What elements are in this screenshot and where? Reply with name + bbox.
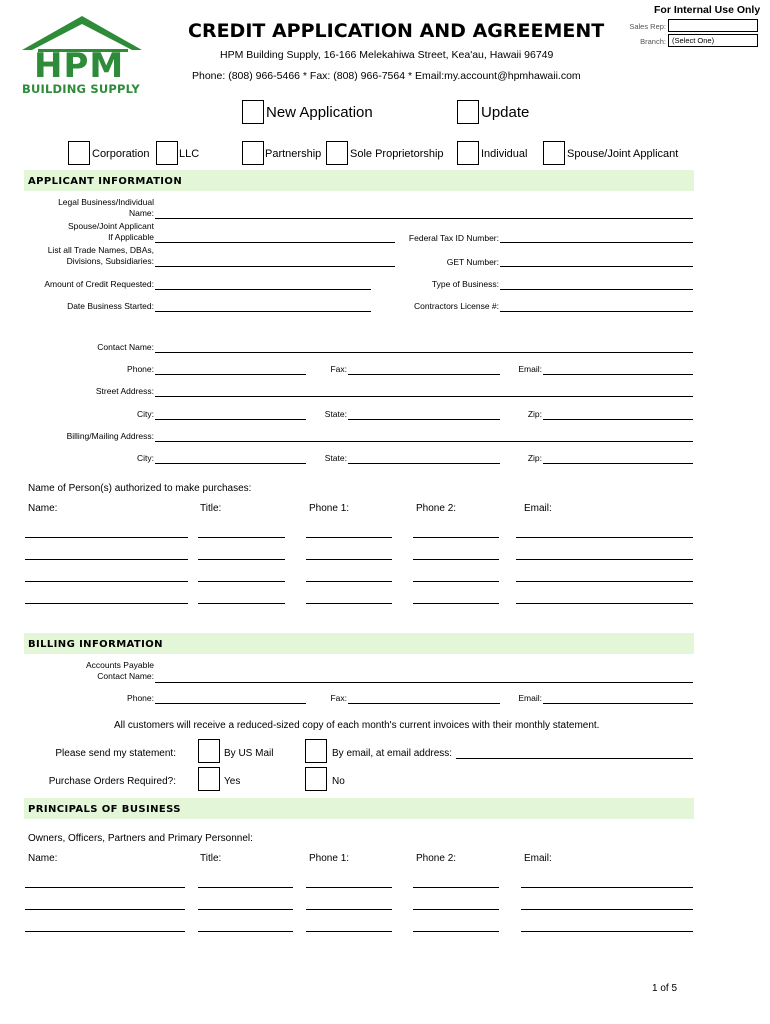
po-no-checkbox[interactable]	[305, 767, 327, 791]
applicant-section-title: APPLICANT INFORMATION	[28, 176, 183, 187]
billing-phone-input[interactable]	[155, 703, 306, 704]
po-required-label: Purchase Orders Required?:	[48, 776, 176, 787]
get-number-input[interactable]	[500, 266, 693, 267]
sales-rep-label: Sales Rep:	[629, 22, 666, 31]
billing-zip-input[interactable]	[543, 463, 693, 464]
credit-requested-input[interactable]	[155, 289, 371, 290]
authorized-row-3-email-input[interactable]	[516, 581, 693, 582]
principal-row-2-title-input[interactable]	[198, 909, 293, 910]
company-address: HPM Building Supply, 16-166 Melekahiwa Street, Kea'au, Hawaii 96749	[220, 49, 554, 61]
sole-proprietorship-label: Sole Proprietorship	[350, 148, 444, 160]
authorized-col-title: Title:	[200, 503, 222, 514]
authorized-row-3-phone2-input[interactable]	[413, 581, 499, 582]
update-checkbox[interactable]	[457, 100, 479, 124]
authorized-row-2-email-input[interactable]	[516, 559, 693, 560]
authorized-row-1-phone1-input[interactable]	[306, 537, 392, 538]
contact-name-label: Contact Name:	[97, 342, 154, 352]
billing-phone-label: Phone:	[127, 693, 154, 703]
statement-notice: All customers will receive a reduced-sized copy of each month's current invoices with their monthly statement.	[114, 720, 600, 731]
type-business-input[interactable]	[500, 289, 693, 290]
spouse-input[interactable]	[155, 242, 395, 243]
authorized-row-1-email-input[interactable]	[516, 537, 693, 538]
authorized-row-2-phone1-input[interactable]	[306, 559, 392, 560]
billing-fax-label: Fax:	[330, 693, 347, 703]
street-address-input[interactable]	[155, 396, 693, 397]
date-started-input[interactable]	[155, 311, 371, 312]
po-yes-label: Yes	[224, 776, 241, 787]
principals-col-phone1: Phone 1:	[309, 853, 350, 864]
trade-names-input[interactable]	[155, 266, 395, 267]
trade-names-label-1: List all Trade Names, DBAs,	[47, 245, 154, 255]
billing-fax-input[interactable]	[348, 703, 500, 704]
contact-email-input[interactable]	[543, 374, 693, 375]
federal-tax-input[interactable]	[500, 242, 693, 243]
principals-col-phone2: Phone 2:	[416, 853, 457, 864]
principal-row-2-email-input[interactable]	[521, 909, 693, 910]
individual-checkbox[interactable]	[457, 141, 479, 165]
authorized-row-4-email-input[interactable]	[516, 603, 693, 604]
principals-col-name: Name:	[28, 853, 58, 864]
billing-address-input[interactable]	[155, 441, 693, 442]
principal-row-1-name-input[interactable]	[25, 887, 185, 888]
contact-phone-input[interactable]	[155, 374, 306, 375]
principals-section-header	[24, 798, 694, 819]
contact-phone-label: Phone:	[127, 364, 154, 374]
billing-address-label: Billing/Mailing Address:	[66, 431, 154, 441]
type-business-label: Type of Business:	[431, 279, 499, 289]
by-mail-label: By US Mail	[224, 748, 274, 759]
page-number: 1 of 5	[652, 983, 678, 994]
date-started-label: Date Business Started:	[67, 301, 154, 311]
by-email-checkbox[interactable]	[305, 739, 327, 763]
llc-checkbox[interactable]	[156, 141, 178, 165]
new-application-label: New Application	[266, 104, 373, 121]
billing-city-input[interactable]	[155, 463, 306, 464]
contractors-license-label: Contractors License #:	[413, 301, 499, 311]
partnership-checkbox[interactable]	[242, 141, 264, 165]
contact-fax-input[interactable]	[348, 374, 500, 375]
principals-title: Owners, Officers, Partners and Primary Personnel:	[28, 833, 253, 844]
state-label: State:	[324, 409, 347, 419]
billing-section-header	[24, 633, 694, 654]
authorized-row-4-phone1-input[interactable]	[306, 603, 392, 604]
authorized-row-4-phone2-input[interactable]	[413, 603, 499, 604]
principals-section-title: PRINCIPALS OF BUSINESS	[28, 804, 181, 815]
authorized-col-name: Name:	[28, 503, 58, 514]
billing-section-title: BILLING INFORMATION	[28, 639, 163, 650]
principal-row-3-email-input[interactable]	[521, 931, 693, 932]
po-no-label: No	[332, 776, 345, 787]
update-label: Update	[481, 104, 530, 121]
authorized-row-3-title-input[interactable]	[198, 581, 285, 582]
applicant-section-header	[24, 170, 694, 191]
principal-row-3-title-input[interactable]	[198, 931, 293, 932]
spouse-joint-label: Spouse/Joint Applicant	[567, 148, 679, 160]
authorized-row-1-name-input[interactable]	[25, 537, 188, 538]
authorized-row-3-name-input[interactable]	[25, 581, 188, 582]
ap-contact-label-1: Accounts Payable	[85, 660, 154, 670]
principal-row-1-phone2-input[interactable]	[413, 887, 499, 888]
billing-zip-label: Zip:	[527, 453, 542, 463]
statement-email-input[interactable]	[456, 758, 693, 759]
authorized-row-2-name-input[interactable]	[25, 559, 188, 560]
billing-email-input[interactable]	[543, 703, 693, 704]
authorized-col-phone1: Phone 1:	[309, 503, 350, 514]
billing-state-label: State:	[324, 453, 347, 463]
city-label: City:	[137, 409, 154, 419]
corporation-checkbox[interactable]	[68, 141, 90, 165]
authorized-persons-title: Name of Person(s) authorized to make purchases:	[28, 483, 252, 494]
branch-select[interactable]: (Select One)	[668, 34, 758, 47]
authorized-row-2-title-input[interactable]	[198, 559, 285, 560]
partnership-label: Partnership	[265, 148, 322, 160]
authorized-row-1-phone2-input[interactable]	[413, 537, 499, 538]
authorized-col-email: Email:	[524, 503, 552, 514]
contact-fax-label: Fax:	[330, 364, 347, 374]
legal-name-label-2: Name:	[128, 208, 154, 218]
principals-col-email: Email:	[524, 853, 552, 864]
legal-name-input[interactable]	[155, 218, 693, 219]
spouse-label-1: Spouse/Joint Applicant	[67, 221, 154, 231]
street-address-label: Street Address:	[95, 386, 154, 396]
llc-label: LLC	[179, 148, 200, 160]
state-input[interactable]	[348, 419, 500, 420]
logo-subtext: BUILDING SUPPLY	[22, 82, 140, 96]
city-input[interactable]	[155, 419, 306, 420]
principal-row-2-phone2-input[interactable]	[413, 909, 499, 910]
branch-label: Branch:	[640, 37, 666, 46]
page-title: CREDIT APPLICATION AND AGREEMENT	[188, 20, 605, 42]
get-number-label: GET Number:	[446, 257, 499, 267]
authorized-row-4-name-input[interactable]	[25, 603, 188, 604]
principal-row-3-phone2-input[interactable]	[413, 931, 499, 932]
authorized-row-1-title-input[interactable]	[198, 537, 285, 538]
contractors-license-input[interactable]	[500, 311, 693, 312]
authorized-row-4-title-input[interactable]	[198, 603, 285, 604]
credit-requested-label: Amount of Credit Requested:	[44, 279, 154, 289]
billing-state-input[interactable]	[348, 463, 500, 464]
federal-tax-label: Federal Tax ID Number:	[408, 233, 499, 243]
trade-names-label-2: Divisions, Subsidiaries:	[66, 256, 154, 266]
zip-label: Zip:	[527, 409, 542, 419]
billing-email-label: Email:	[518, 693, 542, 703]
spouse-label-2: If Applicable	[108, 232, 154, 242]
sales-rep-input[interactable]	[668, 19, 758, 32]
corporation-label: Corporation	[92, 148, 150, 160]
by-mail-checkbox[interactable]	[198, 739, 220, 763]
contact-name-input[interactable]	[155, 352, 693, 353]
sole-proprietorship-checkbox[interactable]	[326, 141, 348, 165]
billing-city-label: City:	[137, 453, 154, 463]
principal-row-2-phone1-input[interactable]	[306, 909, 392, 910]
authorized-col-phone2: Phone 2:	[416, 503, 457, 514]
ap-contact-label-2: Contact Name:	[97, 671, 154, 681]
company-contact: Phone: (808) 966-5466 * Fax: (808) 966-7564 * Email:my.account@hpmhawaii.com	[192, 70, 581, 82]
po-yes-checkbox[interactable]	[198, 767, 220, 791]
individual-label: Individual	[481, 148, 528, 160]
contact-email-label: Email:	[518, 364, 542, 374]
principals-col-title: Title:	[200, 853, 222, 864]
principal-row-1-email-input[interactable]	[521, 887, 693, 888]
principal-row-1-title-input[interactable]	[198, 887, 293, 888]
spouse-joint-checkbox[interactable]	[543, 141, 565, 165]
logo-text: HPM	[34, 46, 125, 86]
principal-row-2-name-input[interactable]	[25, 909, 185, 910]
legal-name-label-1: Legal Business/Individual	[58, 197, 154, 207]
authorized-row-3-phone1-input[interactable]	[306, 581, 392, 582]
principal-row-1-phone1-input[interactable]	[306, 887, 392, 888]
new-application-checkbox[interactable]	[242, 100, 264, 124]
send-statement-label: Please send my statement:	[55, 748, 176, 759]
hpm-logo	[20, 14, 144, 96]
zip-input[interactable]	[543, 419, 693, 420]
by-email-label: By email, at email address:	[332, 748, 453, 759]
ap-contact-input[interactable]	[155, 682, 693, 683]
principal-row-3-phone1-input[interactable]	[306, 931, 392, 932]
authorized-row-2-phone2-input[interactable]	[413, 559, 499, 560]
internal-use-label: For Internal Use Only	[654, 4, 761, 16]
principal-row-3-name-input[interactable]	[25, 931, 185, 932]
